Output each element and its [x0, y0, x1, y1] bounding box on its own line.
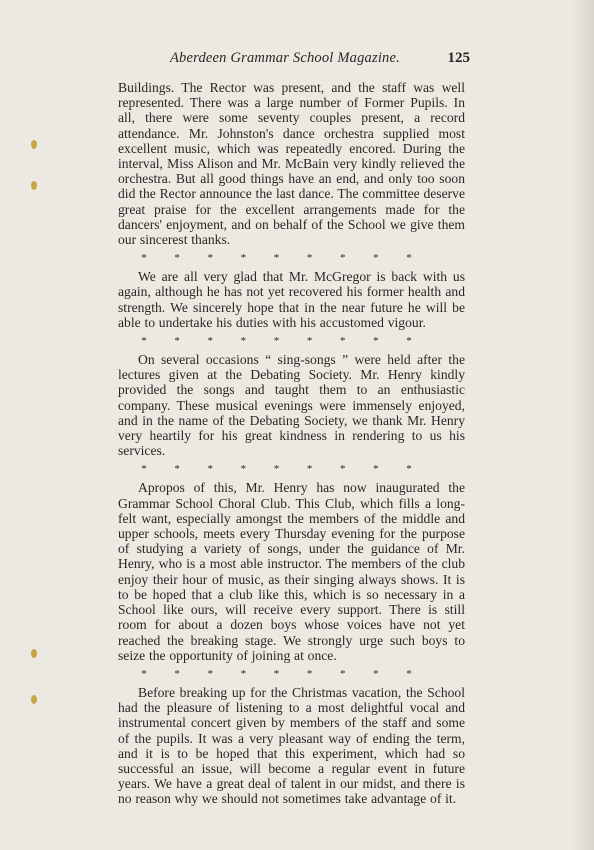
separator-star: * [373, 335, 379, 348]
separator-star: * [207, 252, 213, 265]
separator-star: * [340, 252, 346, 265]
separator-star: * [340, 463, 346, 476]
foxing-spot [31, 649, 37, 658]
separator-star: * [273, 252, 280, 265]
separator-star: * [141, 252, 147, 265]
separator-star: * [141, 335, 147, 348]
separator-star: * [373, 252, 379, 265]
separator-star: * [406, 463, 412, 476]
running-header [118, 50, 470, 72]
separator-star: * [240, 667, 247, 680]
separator-star: * [306, 335, 313, 348]
separator-star: * [340, 335, 346, 348]
separator-star: * [174, 667, 180, 680]
separator-star: * [373, 463, 379, 476]
section-separator [118, 330, 465, 352]
separator-star: * [240, 335, 247, 348]
foxing-spot [31, 695, 37, 704]
foxing-spot [31, 181, 37, 190]
separator-star: * [141, 463, 147, 476]
separator-star: * [306, 667, 313, 680]
separator-star: * [273, 335, 280, 348]
section-separator [118, 247, 465, 269]
separator-star: * [273, 667, 280, 680]
separator-star: * [406, 667, 412, 680]
separator-star: * [174, 335, 180, 348]
paragraph-sing-songs: On several occasions “ sing-songs ” were held after the lectures given at the Debating Society. Mr. Henry kindly provided the songs and taught them to an enthusiastic company. These musical evenings were immensely enjoyed, and in the name of the Debating Society, we thank Mr. Henry very heartily for his great kindness in rendering to us his services. [118, 352, 465, 459]
paragraph-choral-club: Apropos of this, Mr. Henry has now inaugurated the Grammar School Choral Club. This Club, which fills a long-felt want, especially amongst the members of the middle and upper schools, meets every Thursday evening for the purpose of studying a variety of songs, under the guidance of Mr. Henry, who is a most able instructor. The members of the club enjoy their hour of music, as their singing always shows. It is to be hoped that a club like this, which is so necessary in a School like ours, will receive every support. There is still room for about a dozen boys whose voices have not yet reached the breaking stage. We strongly urge such boys to seize the opportunity of joining at once. [118, 480, 465, 663]
separator-star: * [207, 667, 213, 680]
magazine-title: Aberdeen Grammar School Magazine. [170, 50, 400, 66]
page-edge-shadow [572, 0, 594, 850]
separator-star: * [340, 667, 346, 680]
separator-star: * [207, 463, 213, 476]
article-body [118, 80, 465, 807]
separator-star: * [174, 252, 180, 265]
separator-star: * [174, 463, 180, 476]
separator-star: * [141, 667, 147, 680]
foxing-spot [31, 140, 37, 149]
paragraph-mcgregor: We are all very glad that Mr. McGregor is back with us again, although he has not yet recovered his former health and strength. We sincerely hope that in the near future he will be able to undertake his duties with his accustomed vigour. [118, 269, 465, 330]
separator-star: * [273, 463, 280, 476]
section-separator [118, 663, 465, 685]
separator-star: * [306, 252, 313, 265]
section-separator [118, 458, 465, 480]
paragraph-dance: Buildings. The Rector was present, and the staff was well represented. There was a large number of Former Pupils. In all, there were some seventy couples present, a record attendance. Mr. Johnston's dance orchestra supplied most excellent music, which was repeatedly encored. During the interval, Miss Alison and Mr. McBain very kindly relieved the orchestra. But all good things have an end, and only too soon did the Rector announce the last dance. The committee deserve great praise for the excellent arrangements made for the dancers' enjoyment, and on behalf of the School we give them our sincerest thanks. [118, 80, 465, 248]
separator-star: * [373, 667, 379, 680]
separator-star: * [240, 463, 247, 476]
paragraph-concert: Before breaking up for the Christmas vacation, the School had the pleasure of listening to a most delightful vocal and instrumental concert given by members of the staff and some of the pupils. It was a very pleasant way of ending the term, and it is to be hoped that this experiment, which had so successful an issue, will become a regular event in future years. We have a great deal of talent in our midst, and there is no reason why we should not sometimes take advantage of it. [118, 684, 465, 807]
page-number: 125 [447, 50, 470, 66]
separator-star: * [406, 335, 412, 348]
separator-star: * [406, 252, 412, 265]
separator-star: * [207, 335, 213, 348]
separator-star: * [306, 463, 313, 476]
separator-star: * [240, 252, 247, 265]
